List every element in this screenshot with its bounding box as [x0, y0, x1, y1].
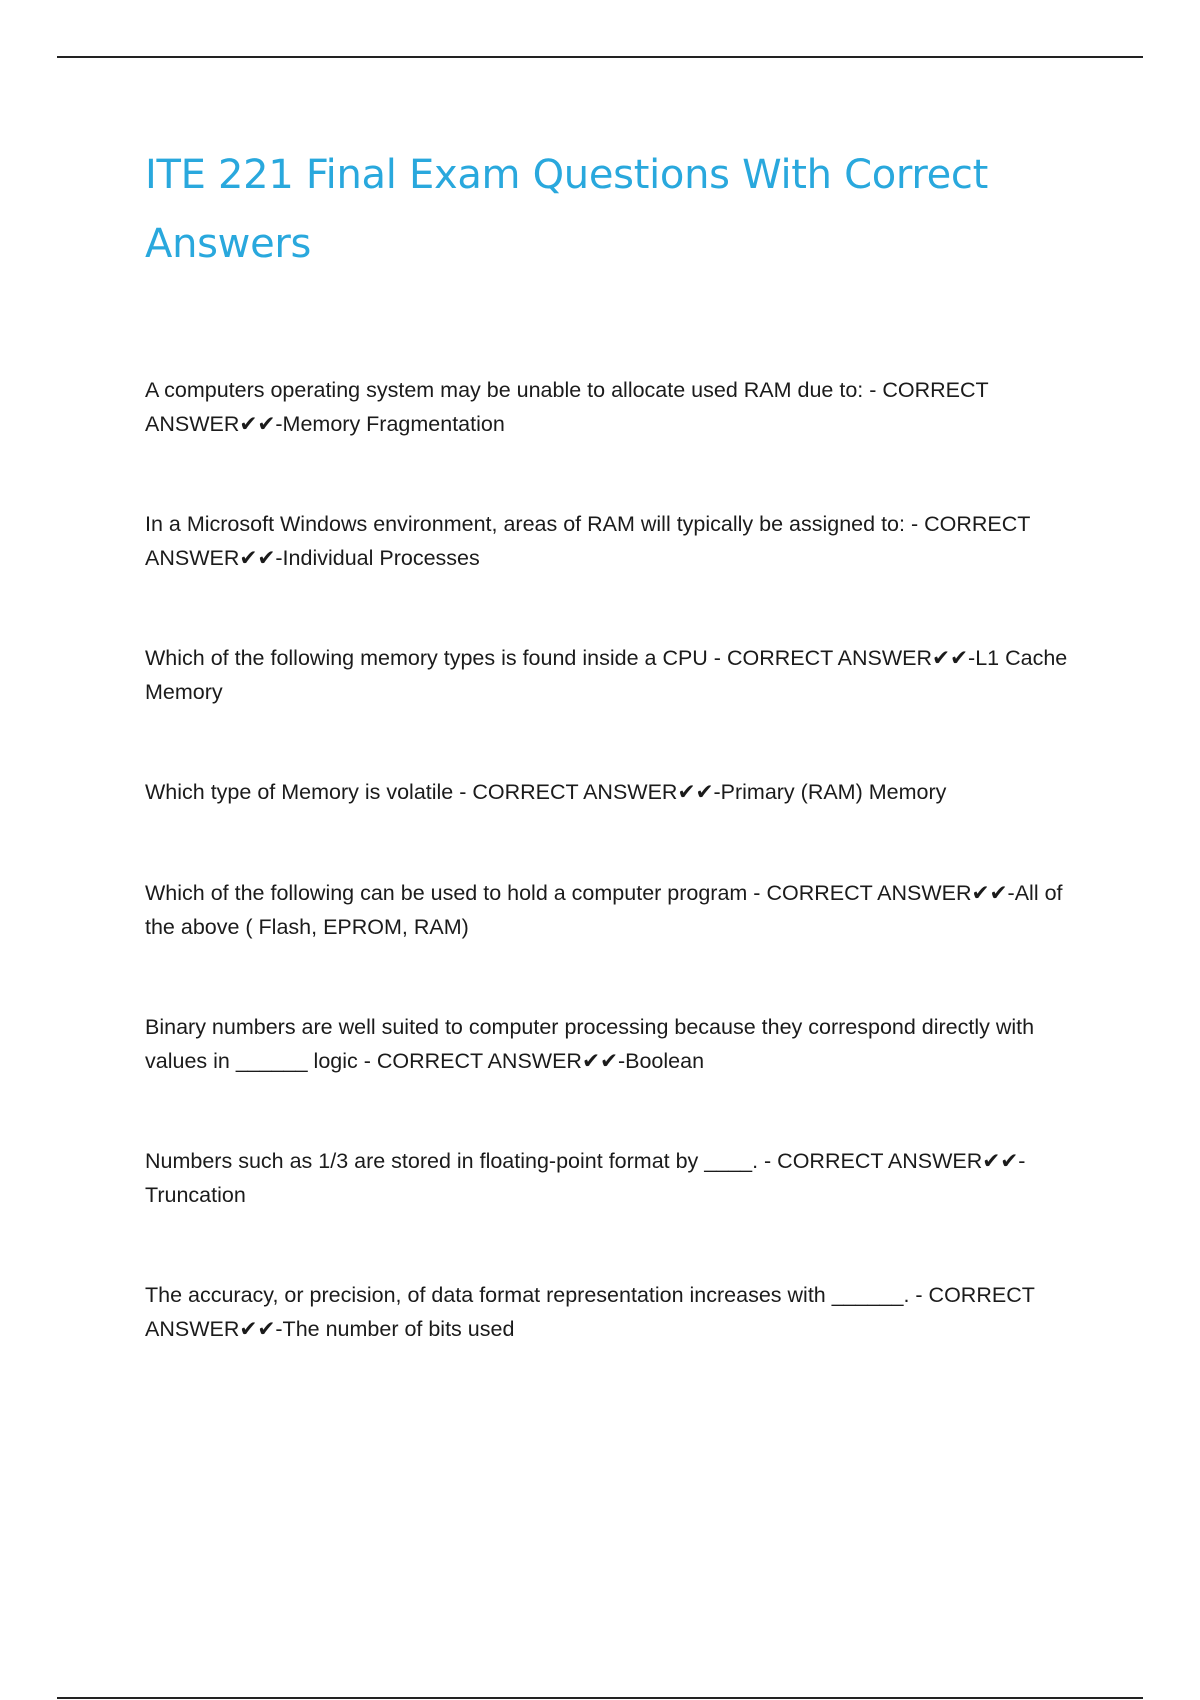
qa-item-7: Numbers such as 1/3 are stored in floating-point format by ____. - CORRECT ANSWER✔✔-Truncation [145, 1149, 1026, 1207]
qa-item-5: Which of the following can be used to hold a computer program - CORRECT ANSWER✔✔-All of the above ( Flash, EPROM, RAM) [145, 881, 1063, 939]
qa-item-1: A computers operating system may be unable to allocate used RAM due to: - CORRECT ANSWER✔✔-Memory Fragmentation [145, 378, 989, 436]
qa-item-4: Which type of Memory is volatile - CORRECT ANSWER✔✔-Primary (RAM) Memory [145, 780, 947, 804]
qa-item-2: In a Microsoft Windows environment, areas of RAM will typically be assigned to: - CORRECT ANSWER✔✔-Individual Processes [145, 512, 1030, 570]
top-rule [57, 56, 1143, 58]
document-title: ITE 221 Final Exam Questions With Correct Answers [145, 152, 989, 267]
bottom-rule [57, 1697, 1143, 1699]
qa-item-3: Which of the following memory types is found inside a CPU - CORRECT ANSWER✔✔-L1 Cache Memory [145, 646, 1068, 704]
qa-item-6: Binary numbers are well suited to computer processing because they correspond directly with values in ______ logic - CORRECT ANSWER✔✔-Boolean [145, 1015, 1035, 1073]
qa-list [145, 373, 1095, 1412]
qa-item-8: The accuracy, or precision, of data format representation increases with ______. - CORRECT ANSWER✔✔-The number of bits used [145, 1283, 1035, 1341]
